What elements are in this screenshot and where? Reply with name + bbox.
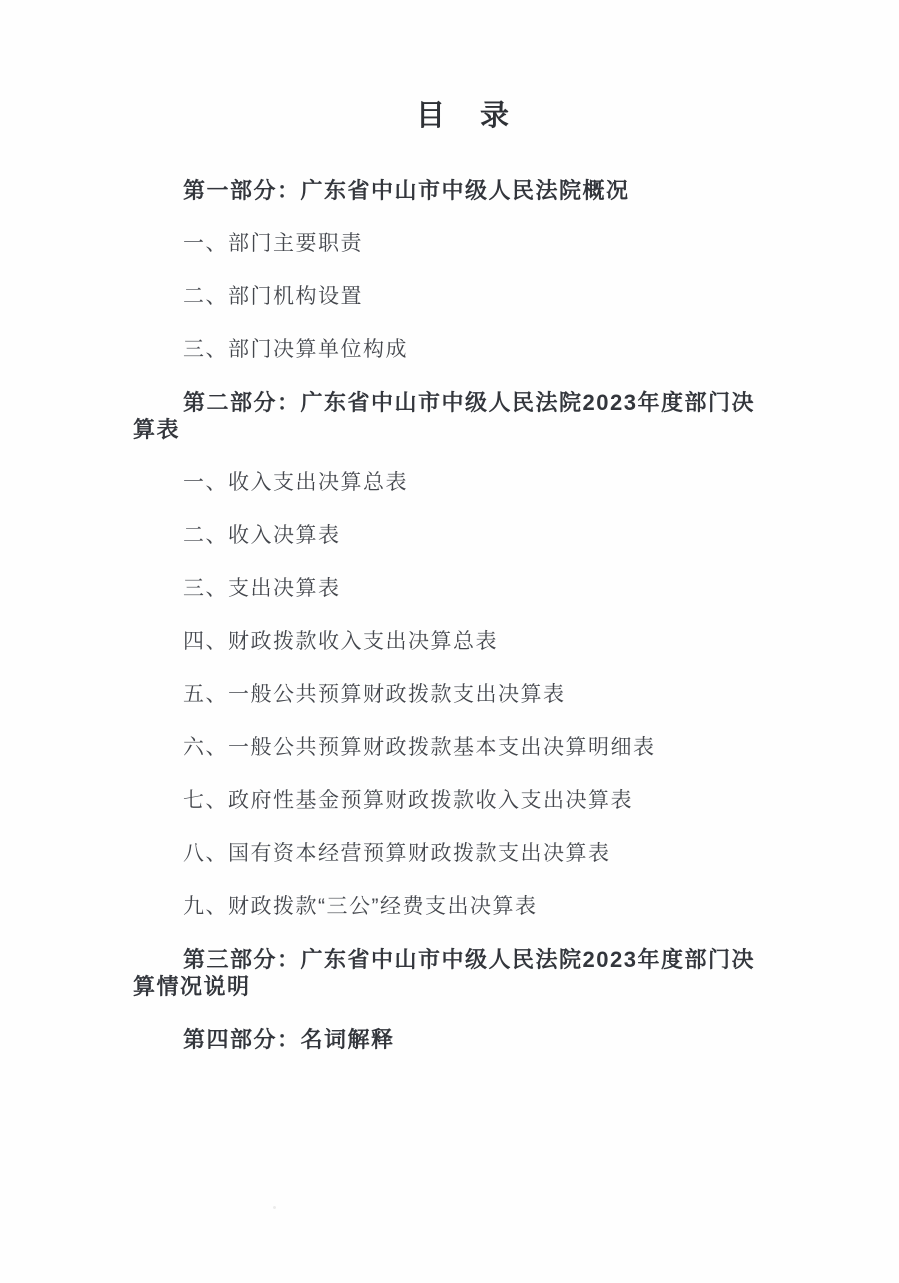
- section-heading-part4: 第四部分：名词解释: [183, 1027, 395, 1052]
- toc-item-part2-7: 七、政府性基金预算财政拨款收入支出决算表: [183, 789, 633, 812]
- toc-item-part1-1: 一、部门主要职责: [183, 232, 363, 255]
- toc-item-part2-5: 五、一般公共预算财政拨款支出决算表: [183, 683, 566, 706]
- section-heading-part1: 第一部分：广东省中山市中级人民法院概况: [183, 178, 630, 203]
- toc-item-part2-3: 三、支出决算表: [183, 577, 341, 600]
- toc-item-part2-2: 二、收入决算表: [183, 524, 341, 547]
- toc-item-part2-8: 八、国有资本经营预算财政拨款支出决算表: [183, 842, 611, 865]
- toc-content: [133, 101, 763, 1053]
- toc-item-part2-1: 一、收入支出决算总表: [183, 471, 408, 494]
- toc-item-part1-2: 二、部门机构设置: [183, 285, 363, 308]
- toc-item-part2-4: 四、财政拨款收入支出决算总表: [183, 630, 498, 653]
- section-heading-part3: 第三部分：广东省中山市中级人民法院2023年度部门决算情况说明: [133, 947, 755, 999]
- toc-item-part2-6: 六、一般公共预算财政拨款基本支出决算明细表: [183, 736, 656, 759]
- toc-item-part1-3: 三、部门决算单位构成: [183, 338, 408, 361]
- section-heading-part2: 第二部分：广东省中山市中级人民法院2023年度部门决算表: [133, 390, 755, 442]
- toc-item-part2-9: 九、财政拨款“三公”经费支出决算表: [183, 895, 538, 918]
- scan-speck: [273, 1206, 276, 1209]
- page-title: 目 录: [415, 100, 512, 132]
